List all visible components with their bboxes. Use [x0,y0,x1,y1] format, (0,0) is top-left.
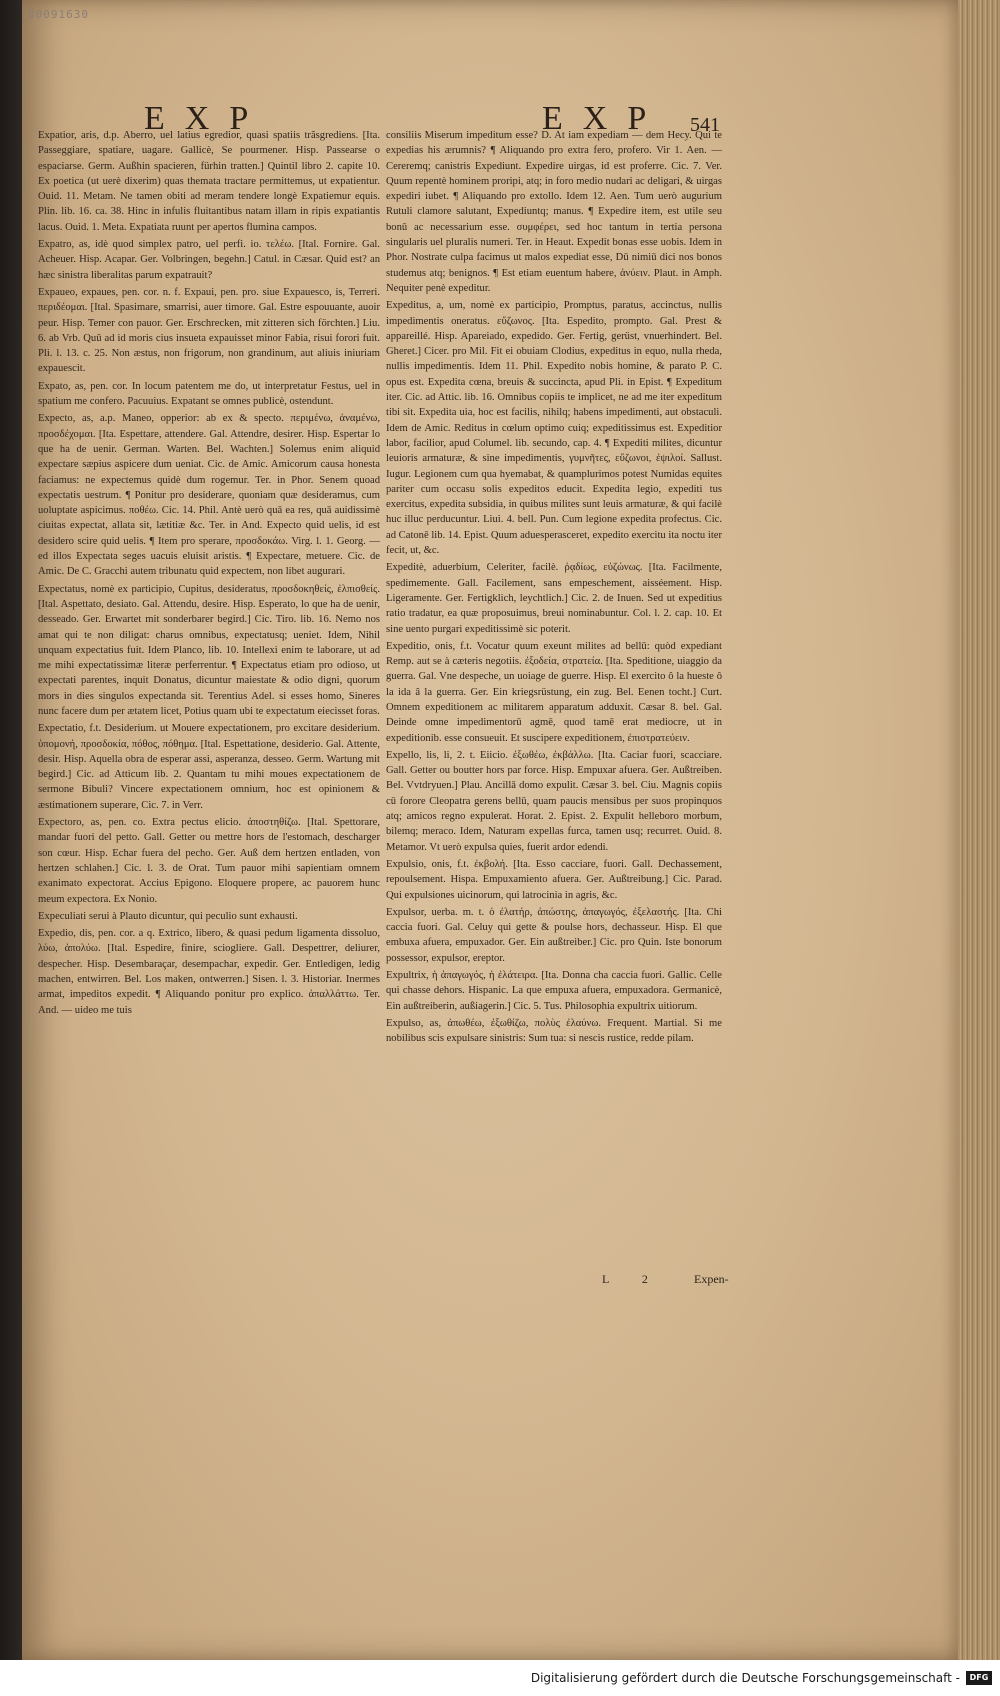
dictionary-entry: Expatro, as, idè quod simplex patro, uel perfi. io. τελέω. [Ital. Fornire. Gal. Acheuer. Hisp. Acapar. Ger. Volbringen, begehn.] Catul. in Cæsar. Quid est? an hæc sinistra liberalitas parum expatrauit? [38,239,380,281]
dictionary-entry: Expato, as, pen. cor. In locum patentem me do, ut interpretatur Festus, uel in spatium me confero. Pacuuius. Expatant se omnes publicè, ostendunt. [38,380,380,408]
dictionary-entry: Expeditè, aduerbium, Celeriter, facilè. ῥᾳδίως, εὐζώνως. [Ita. Facilmente, spedimemente. Gall. Facilement, sans empeschement, aisséement. Hisp. Ligeramente. Ger. Fertigklich, leychtlich.] Cic. 2. de Inuen. Sed ut expeditius ratio tradatur, ea quæ proposuimus, breui nominabuntur. Col. l. 2. cap. 10. Et sine uento purgari expeditissimè sic poterit. [386,562,722,635]
dictionary-entry: Expatior, aris, d.p. Aberro, uel latius egredior, quasi spatiis trãsgrediens. [Ita. Passeggiare, spatiare, uagare. Gallicè, Se pourmener. Hisp. Passearse o espaciarse. Germ. Außhin spacieren, fürhin tratten.] Quintil libro 2. capite 10. Ex poetica (ut uerè dixerim) quas themata tractare permittemus, ut expatientur. Ouid. 11. Metam. Ne tamen obiti ad meram tendere longè Expatiemur equis. Plin. lib. 16. ca. 38. Hinc in infulis fluitantibus natam illam in ripis expatiantis lacus. Ouid. 1. Meta. Expatiata ruunt per apertos flumina campos. [38,130,380,233]
dictionary-entry: Expectatus, nomè ex participio, Cupitus, desideratus, προσδοκηθείς, ἐλπισθείς. [Ital. Aspettato, desiato. Gal. Attendu, desire. Hisp. Esperato, lo que ha de uenir, desseado. Ger. Erwartet mit sonderbarer begird.] Cic. Tiro. lib. 16. Nemo nos amat qui te non diligat: charus omnibus, expectatusq; ueniet. Idem, Nihil unquam expectatius fuit. Idem Planco, lib. 10. Intellexi enim te laborare, ut ad me mihi expectatissimæ literæ perferrentur. ¶ Expectatus etiam pro odioso, ut expectati parentes, inquit Donatus, dicuntur maiestate & odio digni, quorum mors in dies singulos expectanda sit. Terentius Adel. si esses homo, Sineres nunc facere dum per ætatem licet, Potius quam ubi te expectatum eiecisset foras. [38,583,380,717]
dictionary-entry: Expulsio, onis, f.t. ἐκβολή. [Ita. Esso cacciare, fuori. Gall. Dechassement, repoulsement. Hispa. Empuxamiento afuera. Ger. Außtreibung.] Cic. Parad. Qui expulsiones uicinorum, qui latrocinia in agris, &c. [386,858,722,901]
book-page [22,0,958,1660]
dictionary-entry: Expello, lis, li, 2. t. Eiicio. ἐξωθέω, ἐκβάλλω. [Ita. Caciar fuori, scacciare. Gall. Getter ou boutter hors par force. Hisp. Empuxar afuera. Ger. Außtreiben. Bel. Vvtdryuen.] Plau. Ancillā domo expulit. Cæsar 3. bel. Ciu. Magnis copiis cū forore Cleopatra gerens bellū, quam paucis mensibus per suos propinquos atq; amicos regno expulerat. Horat. 2. Epist. 2. Expulit helleboro morbum, bilemq; meraco. Idem, Naturam expellas furca, tamen usq; recurret. Ouid. 8. Metamor. Vt uerò expulsa quies, fuerit ardor edendi. [386,749,722,853]
shelfmark-stamp: 00091630 [28,8,89,21]
dictionary-entry: Expulsor, uerba. m. t. ὁ ἐλατήρ, ἀπώστης, ἀπαγωγός, ἐξελαστής. [Ita. Chi caccia fuori. Gal. Celuy qui gette & poulse hors, dechasseur. Hisp. El que embuxa afuera, empuxador. Ger. Ein außtreiber.] Cic. pro Quin. Iste bonorum possessor, expulsor, ereptor. [386,906,722,964]
running-head-left: EXP [144,100,269,137]
dfg-logo-icon: DFG [966,1671,992,1685]
dictionary-entry: Expeditio, onis, f.t. Vocatur quum exeunt milites ad bellū: quòd expediant Remp. aut se à cæteris negotiis. ἐξοδεία, στρατεία. [Ita. Speditione, uiaggio da guerra. Gal. Vne despeche, un uoiage de guerre. Hisp. El exercito ô la hueste ô la ida â la guerra. Ger. Ein kriegsrüstung, ein zug. Bel. Eenen tocht.] Curt. Omnem expeditionem ac militarem apparatum adduxit. Cæsar 8. bel. Gal. Deinde omne impedimentorū agmē, quod tamē erat mediocre, ut in expeditionib. esse consueuit. Et suscipere expeditionem, ἐπιστρατεύειν. [386,640,722,744]
dictionary-entry: Expedio, dis, pen. cor. a q. Extrico, libero, & quasi pedum ligamenta dissoluo, λύω, ἀπολύω. [Ital. Espedire, finire, sciogliere. Gall. Despettrer, deliurer, despecher. Hisp. Desembaraçar, desempachar, expedir. Ger. Entledigen, ledig machen, entwirren. Bel. Los maken, ontwerren.] Sisen. l. 3. Historiar. Inermes armat, impeditos expedit. ¶ Aliquando ponitur pro explico. ἀπαλλάττω. Ter. And. — uideo me tuis [38,928,380,1016]
running-head-right: EXP [542,100,667,137]
digitization-footer [0,1660,1000,1696]
dictionary-entry: Expectoro, as, pen. co. Extra pectus elicio. ἀποστηθίζω. [Ital. Spettorare, mandar fuori del petto. Gall. Getter ou mettre hors de l'estomach, descharger son cœur. Hisp. Echar fuera del pecho. Ger. Auß dem hertzen entladen, von hertzen schlahen.] Cic. l. 3. de Orat. Tum pauor mihi sapientiam omnem exanimato expectorat. Accius Epigono. Eloquere propere, ac pauorem hunc meum expectora. Ex Nonio. [38,817,380,905]
page-edges [954,0,1000,1660]
dictionary-entry: Expeculiati serui à Plauto dicuntur, qui peculio sunt exhausti. [38,910,298,922]
signature-mark: L 2 [602,1272,648,1286]
footer-credit-text: Digitalisierung gefördert durch die Deutsche Forschungsgemeinschaft - [530,1671,960,1685]
left-column [38,128,380,1358]
dictionary-entry: Expulso, as, ἀπωθέω, ἐξωθίζω, πολὺς ἐλαύνω. Frequent. Martial. Si me nobilibus scis expulsare sinistris: Sum tua: si nescis rustice, redde pilam. [386,1017,722,1045]
dictionary-entry: Expeditus, a, um, nomè ex participio, Promptus, paratus, accinctus, nullis impedimentis oneratus. εὔζωνος. [Ita. Espedito, prompto. Gal. Prest & appareillé. Hisp. Apareiado, expedido. Ger. Fertig, gerüst, vnuerhindert. Bel. Gheret.] Cicer. pro Mil. Fit ei obuiam Clodius, expeditus in equo, nulla rheda, nullis impedimentis. Idem 11. Phil. Expedito nobis homine, & parato P. C. opus est. Expedita cœna, breuis & succincta, apud Pli. in Epist. ¶ Expeditum iter. Cic. ad Attic. lib. 16. Omnibus copiis te implicet, ne ad me iter expeditum tibi sit. Expedita uia, hoc est facilis, nihilq; habens impedimenti, aut obstaculi. Idem de Amic. Reditus in cœlum optimo cuiq; expeditissimus est. Expeditior labor, facilior, apud Columel. lib. secundo, cap. 4. ¶ Expediti milites, dicuntur leuioris armaturæ, & sine impedimentis, γυμνῆτες, εὔζωνοι, ἐψιλοί. Sallust. Iugur. Legionem cum qua hyemabat, & quamplurimos potest Numidas equites pariter cum occasu solis expeditos educit. Expedita legio, expediti tus exercitus, expedita subsidia, in quibus milites sunt leuis armaturæ, & qui facilè huc illuc perducuntur. Liui. 4. bell. Pun. Cum legione expedita profectus. Cic. ad Catonē lib. 14. Epist. Quum aduesperasceret, expedito exercitu ita noctu iter fecit, ut, &c. [386,300,722,557]
dictionary-entry: Expectatio, f.t. Desiderium. ut Mouere expectationem, pro excitare desiderium. ὑπομονή, προσδοκία, πόθος, πόθημα. [Ital. Espettatione, desiderio. Gal. Attente, desir. Hisp. Aquella obra de esperar assi, asperanza, desseo. Germ. Wartung mit begird.] Cic. ad Atticum lib. 2. Quantam tu mihi moues expectationem de sermone Bibuli? Vincere expectationem omnium, hoc est opinionem & æstimationem superare, Cic. 7. in Verr. [38,723,380,811]
dictionary-entry: Expultrix, ἡ ἀπαγωγός, ἡ ἐλάτειρα. [Ita. Donna cha caccia fuori. Gallic. Celle qui chasse dehors. Hispanic. La que empuxa afuera, empuxadora. Germanicè, Ein außtreiberin, außiagerin.] Cic. 5. Tus. Philosophia expultrix uitiorum. [386,970,722,1012]
dictionary-entry: consiliis Miserum impeditum esse? D. At iam expediam — dem Hecy. Qui te expedias his ærumnis? ¶ Aliquando pro extra fero, profero. Vir 1. Aen. — Cereremq; canistris Expediunt. Expedire uirgas, id est proferre. Cic. 7. Ver. Quum repentè hominem proripi, atq; in foro medio nudari ac deligari, & uirgas expediri iubet. ¶ Aliquando pro extollo. Idem 12. Aen. Tum uerò augurium Rutuli clamore salutant, Expediuntq; manus. ¶ Expedire item, est utile seu bonū ac necessarium esse. συμφέρει, sed hoc tantum in tertia persona singularis uel pluralis numeri. Ter. in Heaut. Expedit bonas esse uobis. Idem in Phor. Nostrate culpa facimus ut malos expediat esse, Dū nimiū dici nos bonos studemus atq; benignos. ¶ Est etiam euentum habere, ἀνύειν. Plaut. in Amph. Nequiter penè expeditur. [386,130,722,294]
catchword: Expen- [694,1272,729,1286]
dictionary-entry: Expecto, as, a.p. Maneo, opperior: ab ex & specto. περιμένω, ἀναμένω, προσδέχομαι. [Ita. Espettare, attendere. Gal. Attendre, desirer. Hisp. Espertar lo que ha de uenir. German. Warten. Bel. Wachten.] Solemus enim aliquid expectare sæpius aspicere dum ueniat. Cic. de Amic. Amicorum causa honesta faciamus: ne expectemus quidè dum rogemur. Ter. in Phor. Senem quoad expectatis uestrum. ¶ Ponitur pro desiderare, quoniam quæ desideramus, cum uoluptate aspicimus. ποθέω. Cic. 14. Phil. Antè uerò quā ea res, quā auidissimè ciuitas expectat, allata sit, lætitiæ &c. Ter. in And. Expecto quid uelis, id est desidero scire quid uelis. ¶ Item pro sperare, προσδοκάω. Virg. l. 1. Georg. — ed illos Expectata seges uacuis eluisit aristis. ¶ Expectare, metuere. Cic. de Amic. De C. Gracchi autem tribunatu quid expectem, non libet augurari. [38,413,380,578]
right-column [386,128,722,1288]
dictionary-entry: Expaueo, expaues, pen. cor. n. f. Expaui, pen. pro. siue Expauesco, is, Terreri. περιδέομαι. [Ital. Spasimare, smarrisi, auer timore. Gal. Estre espouuante, auoir peur. Hisp. Temer con pauor. Ger. Erschrecken, mit zitteren sich förchten.] Liu. 6. ab Vrb. Quū ad id moris cius insueta expauisset minor Fabia, risui forori fuit. Pli. l. 13. c. 25. Non æstus, non frigorum, non grandinum, aut aliuis iniuriam expauescit. [38,286,380,375]
page-number: 541 [690,114,720,136]
